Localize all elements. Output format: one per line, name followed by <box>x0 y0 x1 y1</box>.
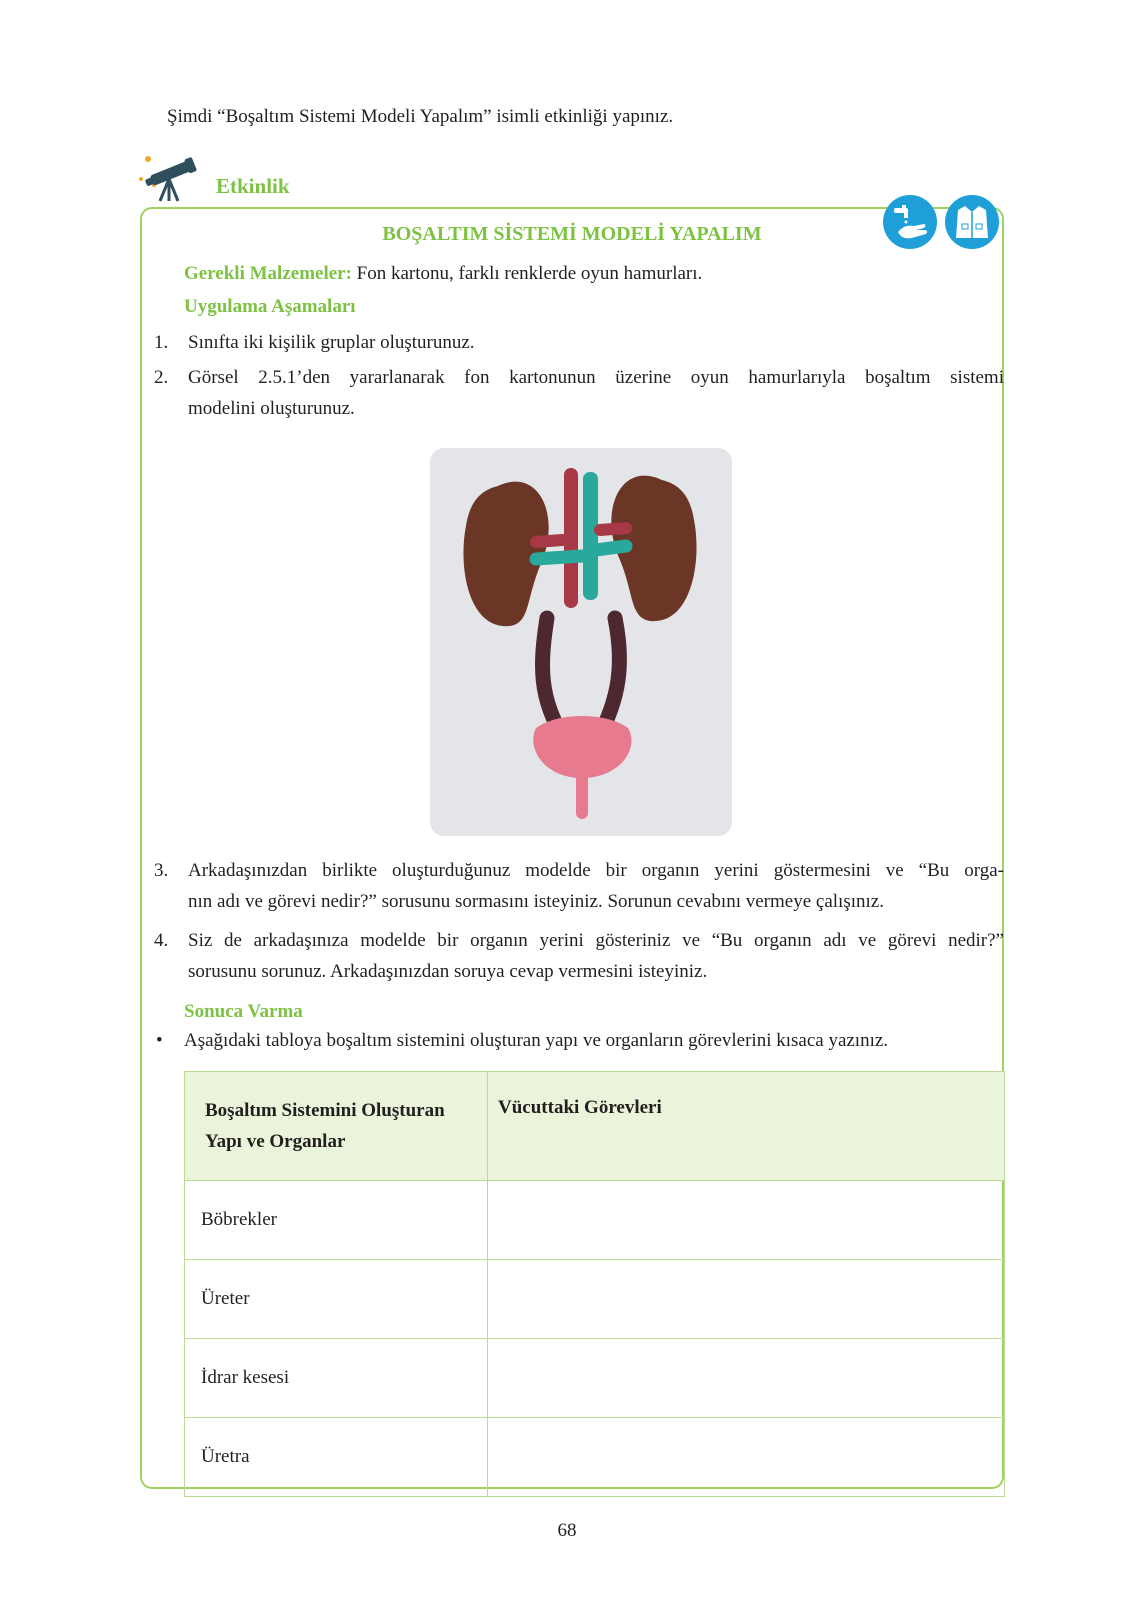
materials-text: Fon kartonu, farklı renklerde oyun hamurları. <box>351 263 703 284</box>
activity-label: Etkinlik <box>216 174 290 198</box>
header-line: Yapı ve Organlar <box>205 1131 346 1152</box>
materials-label: Gerekli Malzemeler: <box>184 263 352 284</box>
activity-title: BOŞALTIM SİSTEMİ MODELİ YAPALIM <box>382 223 762 245</box>
step-text: modelini oluşturunuz. <box>188 398 355 419</box>
organ-function-table <box>184 1071 1005 1497</box>
conclusion-text: Aşağıdaki tabloya boşaltım sistemini oluşturan yapı ve organların görevlerini kısaca yazınız. <box>184 1030 889 1051</box>
duty-cell[interactable] <box>488 1339 1005 1418</box>
step-number: 4. <box>154 930 169 951</box>
duty-cell[interactable] <box>488 1418 1005 1497</box>
step-text: Görsel 2.5.1’den yararlanarak fon kartonunun üzerine oyun hamurlarıyla boşaltım sistemi <box>188 367 1004 388</box>
intro-text: Şimdi “Boşaltım Sistemi Modeli Yapalım” isimli etkinliği yapınız. <box>167 106 674 127</box>
table-header-organs <box>185 1072 488 1181</box>
table-header-duties: Vücuttaki Görevleri <box>488 1072 1005 1181</box>
step-text: nın adı ve görevi nedir?” sorusunu sormasını isteyiniz. Sorunun cevabını vermeye çalışınız. <box>188 891 884 912</box>
table-row <box>185 1181 1005 1260</box>
urinary-system-model-photo <box>430 448 732 836</box>
page-number: 68 <box>557 1520 577 1541</box>
step-number: 3. <box>154 860 169 881</box>
organ-cell: İdrar kesesi <box>185 1339 488 1418</box>
organ-cell: Üreter <box>185 1260 488 1339</box>
table-row <box>185 1418 1005 1497</box>
table-row <box>185 1260 1005 1339</box>
table-header-row <box>185 1072 1005 1181</box>
steps-heading: Uygulama Aşamaları <box>184 296 356 317</box>
duty-cell[interactable] <box>488 1260 1005 1339</box>
step-text: Arkadaşınızdan birlikte oluşturduğunuz modelde bir organın yerini göstermesini ve “Bu orga- <box>188 860 1004 881</box>
telescope-icon <box>136 151 200 203</box>
step-number: 1. <box>154 332 169 353</box>
organ-cell: Böbrekler <box>185 1181 488 1260</box>
header-line: Boşaltım Sistemini Oluşturan <box>205 1100 445 1121</box>
step-number: 2. <box>154 367 169 388</box>
step-text: Sınıfta iki kişilik gruplar oluşturunuz. <box>188 332 475 353</box>
table-row <box>185 1339 1005 1418</box>
step-text: Siz de arkadaşınıza modelde bir organın yerini gösteriniz ve “Bu organın adı ve görevi nedir?” <box>188 930 1004 951</box>
conclusion-heading: Sonuca Varma <box>184 1001 303 1022</box>
duty-cell[interactable] <box>488 1181 1005 1260</box>
organ-cell: Üretra <box>185 1418 488 1497</box>
materials-line <box>184 258 702 289</box>
bullet: • <box>156 1030 163 1051</box>
step-text: sorusunu sorunuz. Arkadaşınızdan soruya cevap vermesini isteyiniz. <box>188 961 708 982</box>
